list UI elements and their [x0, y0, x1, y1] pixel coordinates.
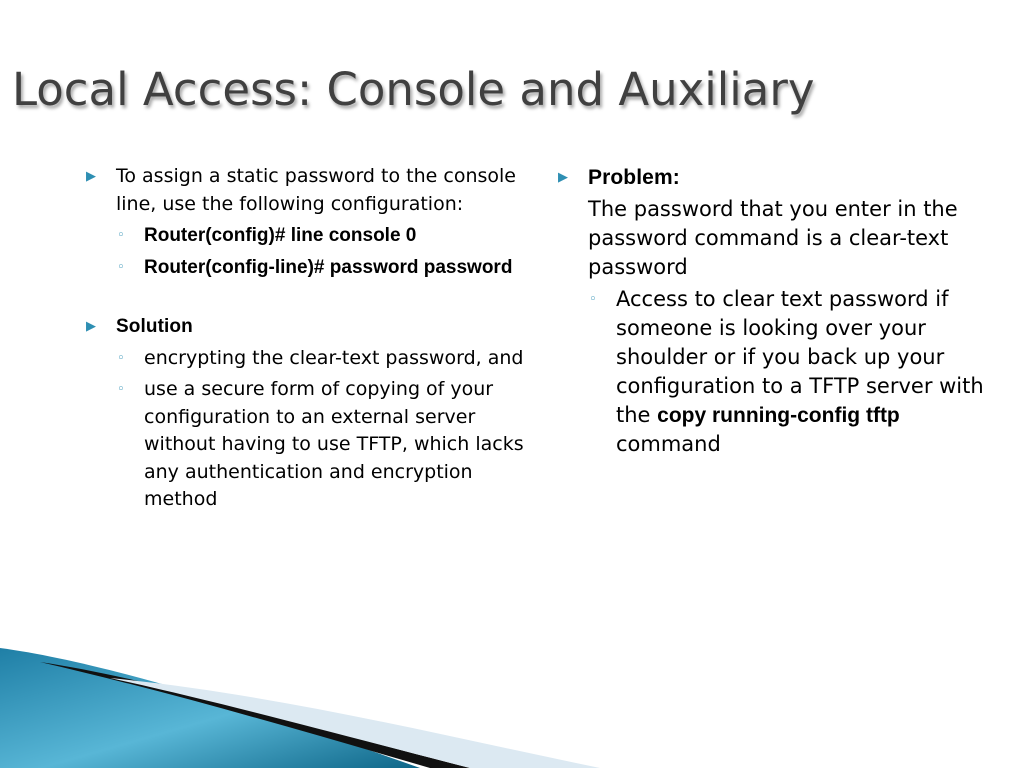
solution-item: [117, 376, 540, 514]
intro-text: To assign a static password to the console line, use the following configuration:: [116, 165, 516, 215]
detail-item: [589, 285, 988, 459]
bullet-solution: [86, 313, 540, 341]
solution-heading: Solution: [116, 316, 193, 337]
circle-bullet-icon: ◦: [117, 350, 125, 366]
solution-text: use a secure form of copying of your configuration to an external server without having to use TFTP, which lacks any authentication and encryption method: [144, 378, 524, 510]
decorative-wave: [0, 640, 1024, 768]
left-column: [86, 163, 540, 518]
command-item: [117, 222, 540, 250]
command-item: [117, 254, 540, 282]
circle-bullet-icon: ◦: [589, 292, 597, 307]
command-text: Router(config-line)# password password: [144, 256, 513, 278]
triangle-bullet-icon: ▶: [86, 319, 96, 334]
slide-title: Local Access: Console and Auxiliary: [12, 63, 815, 116]
detail-command: copy running-config tftp: [657, 404, 900, 427]
circle-bullet-icon: ◦: [117, 228, 125, 243]
detail-after: command: [616, 432, 721, 456]
triangle-bullet-icon: ▶: [86, 169, 96, 184]
command-text: Router(config)# line console 0: [144, 225, 417, 246]
solution-item: [117, 345, 540, 373]
problem-text: The password that you enter in the password command is a clear-text password: [588, 197, 958, 279]
bullet-problem: [558, 163, 988, 192]
right-column: [558, 163, 988, 463]
circle-bullet-icon: ◦: [117, 382, 125, 397]
detail-before: Access to clear text password if someone is looking over your shoulder or if you back up your configuration to a TFTP server with the: [616, 287, 984, 427]
solution-text: encrypting the clear-text password, and: [144, 346, 524, 369]
triangle-bullet-icon: ▶: [558, 170, 568, 185]
circle-bullet-icon: ◦: [117, 259, 125, 275]
bullet-intro: [86, 163, 540, 218]
problem-heading: Problem:: [588, 166, 680, 189]
